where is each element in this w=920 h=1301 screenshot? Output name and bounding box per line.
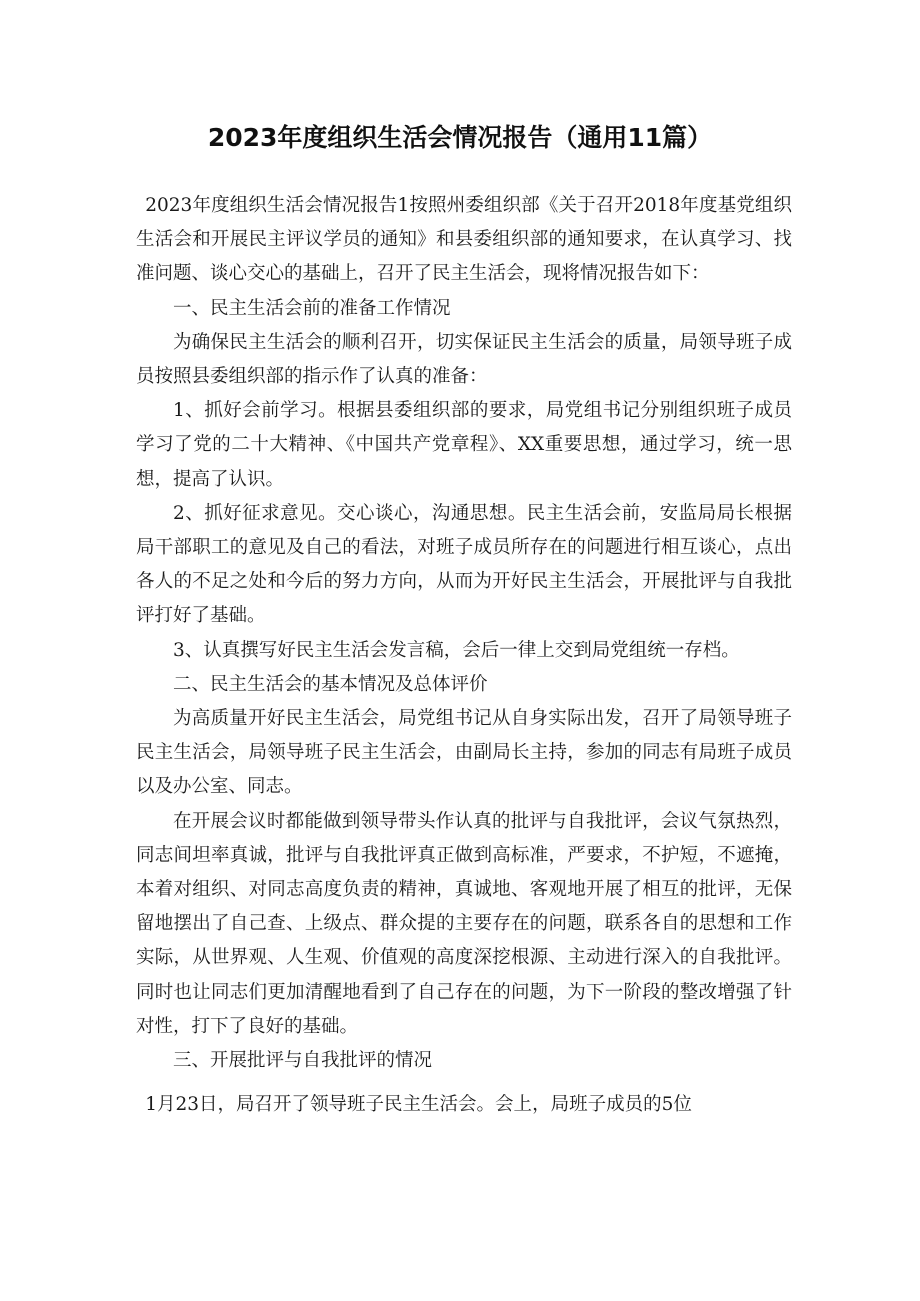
section-heading-2: 二、民主生活会的基本情况及总体评价: [173, 673, 488, 695]
paragraph: 3、认真撰写好民主生活会发言稿，会后一律上交到局党组统一存档。: [173, 639, 740, 661]
section-heading-1: 一、民主生活会前的准备工作情况: [173, 297, 451, 319]
paragraph-intro: 2023年度组织生活会情况报告1按照州委组织部《关于召开2018年度基党组织生活会和开展民主评议学员的通知》和县委组织部的通知要求，在认真学习、找准问题、谈心交心的基础上，召开了民主生活会，现将情况报告如下：: [136, 195, 792, 285]
paragraph: 2、抓好征求意见。交心谈心，沟通思想。民主生活会前，安监局局长根据局干部职工的意见及自己的看法，对班子成员所存在的问题进行相互谈心，点出各人的不足之处和今后的努力方向，从而为开好民主生活会，开展批评与自我批评打好了基础。: [136, 502, 792, 627]
paragraph: 在开展会议时都能做到领导带头作认真的批评与自我批评，会议气氛热烈，同志间坦率真诚，批评与自我批评真正做到高标准，严要求，不护短，不遮掩，本着对组织、对同志高度负责的精神，真诚地、客观地开展了相互的批评，无保留地摆出了自己查、上级点、群众提的主要存在的问题，联系各自的思想和工作实际，从世界观、人生观、价值观的高度深挖根源、主动进行深入的自我批评。同时也让同志们更加清醒地看到了自己存在的问题，为下一阶段的整改增强了针对性，打下了良好的基础。: [136, 810, 792, 1037]
paragraph: 1月23日，局召开了领导班子民主生活会。会上，局班子成员的5位: [145, 1094, 692, 1116]
paragraph: 为高质量开好民主生活会，局党组书记从自身实际出发，召开了局领导班子民主生活会，局领导班子民主生活会，由副局长主持，参加的同志有局班子成员以及办公室、同志。: [136, 708, 792, 798]
paragraph: 为确保民主生活会的顺利召开，切实保证民主生活会的质量，局领导班子成员按照县委组织部的指示作了认真的准备：: [136, 331, 792, 388]
document-title: 2023年度组织生活会情况报告（通用11篇）: [207, 123, 713, 152]
section-heading-3: 三、开展批评与自我批评的情况: [173, 1050, 433, 1072]
document-body: [136, 189, 792, 1122]
paragraph: 1、抓好会前学习。根据县委组织部的要求，局党组书记分别组织班子成员学习了党的二十大精神、《中国共产党章程》、XX重要思想，通过学习，统一思想，提高了认识。: [136, 400, 792, 490]
